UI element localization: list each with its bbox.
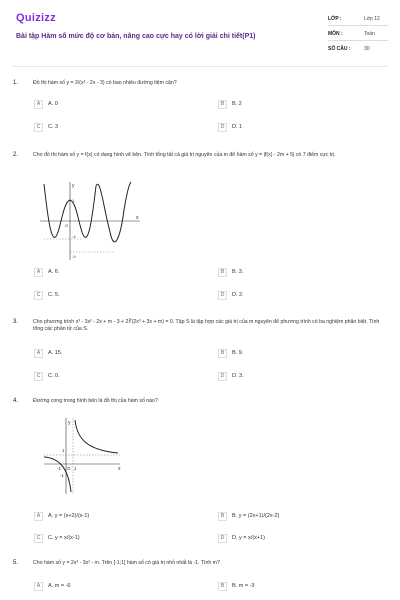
question-number: 5. (13, 560, 19, 566)
option-letter: D (218, 534, 227, 543)
option-letter: A (34, 512, 43, 521)
tick-label: -1 (60, 473, 65, 478)
meta-subject-value: Toán (364, 31, 375, 37)
meta-divider (328, 40, 388, 41)
question-number: 1. (13, 80, 19, 86)
tick-label: 1 (72, 198, 75, 203)
meta-class-label: LỚP : (328, 16, 342, 22)
option-text: B. m = -3 (232, 583, 255, 589)
option-text: C. 5. (48, 292, 60, 298)
meta-divider (328, 25, 388, 26)
tick-label: -1 (57, 466, 62, 471)
option-letter: B (218, 582, 227, 591)
option-letter: C (34, 123, 43, 132)
question-text: Cho hàm số y = 2x³ - 3x² - m. Trên [-1;1] hàm số có giá trị nhỏ nhất là -1. Tính m? (33, 560, 220, 566)
meta-subject-label: MÔN : (328, 31, 343, 37)
option-text: A. m = -6 (48, 583, 71, 589)
function-graph-figure (34, 180, 144, 262)
option-text: C. 3 (48, 124, 59, 130)
option-letter: C (34, 291, 43, 300)
option-text: C. 0. (48, 373, 60, 379)
option-letter: C (34, 534, 43, 543)
meta-count-label: SỐ CÂU : (328, 46, 351, 52)
option-letter: A (34, 268, 43, 277)
question-text: Đường cong trong hình bên là đồ thị của hàm số nào? (33, 398, 158, 404)
question-number: 3. (13, 319, 19, 325)
option-text: D. y = x/(x+1) (232, 535, 266, 541)
option-text: A. 15. (48, 350, 63, 356)
option-text: B. 3. (232, 269, 244, 275)
hyperbola-graph-figure (40, 414, 124, 496)
axis-label-y: y (68, 420, 71, 426)
tick-label: 1 (74, 466, 77, 471)
worksheet-title: Bài tập Hàm số mức độ cơ bản, nâng cao cực hay có lời giải chi tiết(P1) (16, 33, 256, 40)
option-text: D. 1 (232, 124, 243, 130)
option-text: A. 6. (48, 269, 60, 275)
meta-class-value: Lớp 12 (364, 16, 380, 22)
header-divider (12, 66, 388, 67)
option-letter: A (34, 100, 43, 109)
option-text: B. 2 (232, 101, 242, 107)
option-text: D. 2. (232, 292, 244, 298)
option-letter: B (218, 100, 227, 109)
tick-label: -9 (72, 254, 76, 259)
option-letter: C (34, 372, 43, 381)
meta-count-value: 30 (364, 46, 370, 52)
tick-label: -4 (72, 234, 76, 239)
option-letter: B (218, 512, 227, 521)
axis-label-y: y (72, 183, 75, 189)
question-number: 4. (13, 398, 19, 404)
question-text: Đồ thị hàm số y = 2/(x² - 2x - 3) có bao nhiêu đường tiệm cận? (33, 80, 177, 86)
origin-label: O (67, 466, 71, 471)
question-text: Cho đồ thị hàm số y = f(x) có dạng hình vẽ bên. Tính tổng tất cả giá trị nguyên của m để hàm số y = |f(x) - 2m + 5| có 7 điểm cực trị. (33, 152, 336, 158)
option-text: A. y = (x+2)/(x-1) (48, 513, 90, 519)
axis-label-x: x (136, 215, 139, 221)
option-text: D. 3. (232, 373, 244, 379)
option-letter: B (218, 268, 227, 277)
option-letter: A (34, 349, 43, 358)
option-letter: A (34, 582, 43, 591)
axis-label-x: x (118, 466, 121, 472)
question-text: Cho phương trình x³ - 3x² - 2x + m - 3 + 2∛(2x³ + 3x + m) = 0. Tập S là tập hợp các giá trị của m nguyên để phương trình có ba nghiệm phân biệt. Tính tổng các phần tử của S. (33, 319, 380, 332)
option-letter: D (218, 123, 227, 132)
option-text: B. y = (2x+1)/(2x-2) (232, 513, 280, 519)
worksheet-header (0, 0, 400, 66)
option-letter: D (218, 372, 227, 381)
question-number: 2. (13, 152, 19, 158)
origin-label: O (65, 223, 69, 228)
option-letter: D (218, 291, 227, 300)
option-text: B. 9. (232, 350, 244, 356)
option-letter: B (218, 349, 227, 358)
quizizz-logo: Quizizz (16, 12, 56, 24)
tick-label: 1 (62, 448, 65, 453)
option-text: A. 0 (48, 101, 58, 107)
option-text: C. y = x/(x-1) (48, 535, 80, 541)
